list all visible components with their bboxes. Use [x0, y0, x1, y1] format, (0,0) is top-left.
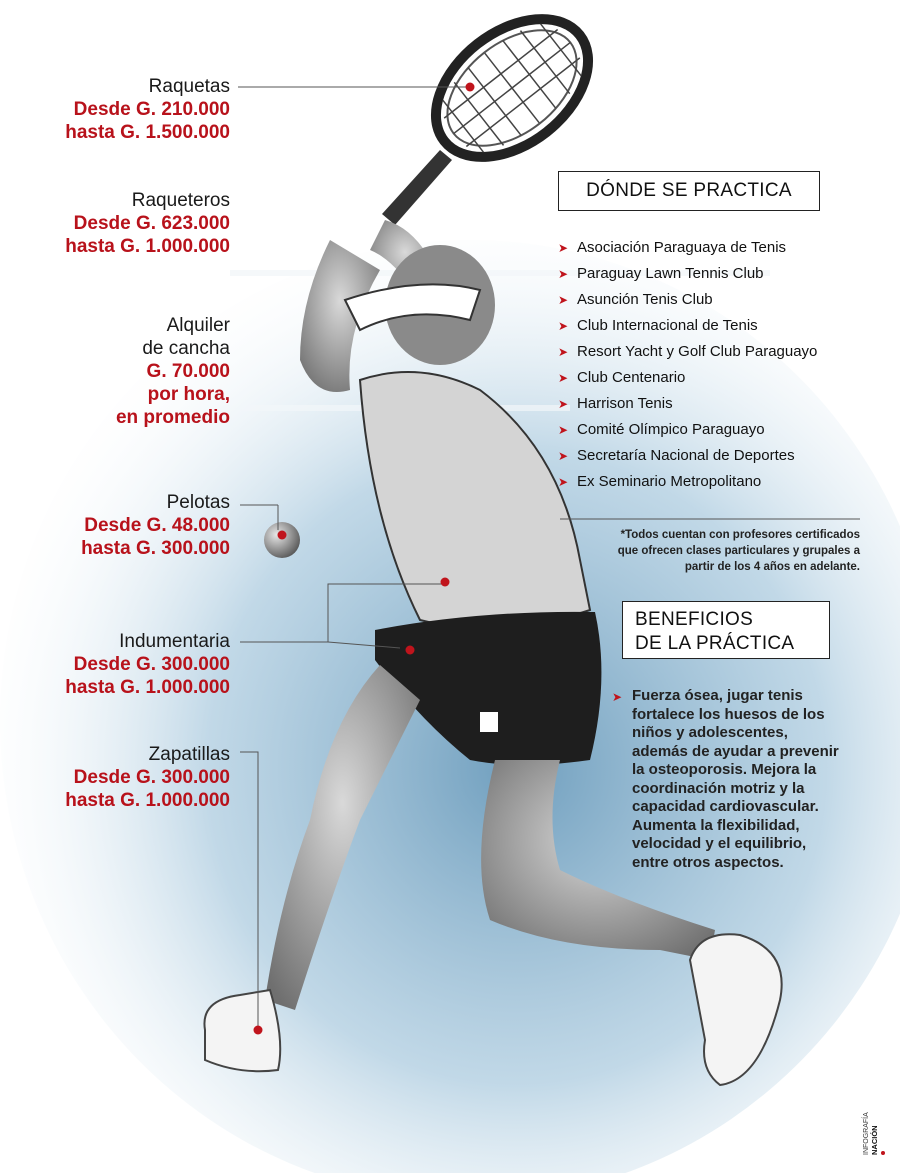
callout-label: Raquetas [148, 76, 230, 97]
footnote-line: que ofrecen clases particulares y grupales a [617, 545, 860, 557]
where-section-title: DÓNDE SE PRACTICA [558, 171, 820, 211]
price-note: en promedio [115, 407, 230, 428]
club-name: Club Centenario [577, 369, 686, 386]
text-line: Fuerza ósea, jugar tenis [632, 687, 803, 704]
court-rental-price-callout [116, 314, 230, 429]
clubs-footnote [560, 527, 860, 575]
price-to: hasta G. 1.000.000 [65, 677, 230, 698]
price-to: hasta G. 300.000 [81, 538, 230, 559]
credit-line-2: NACIÓN [870, 1125, 879, 1155]
shoes-price-callout [65, 743, 230, 812]
benefits-text [632, 687, 872, 872]
price-from: Desde G. 623.000 [73, 213, 230, 234]
price-to: hasta G. 1.000.000 [65, 236, 230, 257]
text-line: capacidad cardiovascular. [632, 798, 819, 815]
list-item [558, 263, 817, 289]
list-item [558, 289, 817, 315]
red-arrow-icon: ➤ [558, 397, 569, 411]
price-unit: por hora, [147, 384, 230, 405]
club-name: Asunción Tenis Club [577, 291, 713, 308]
club-name: Harrison Tenis [577, 395, 673, 412]
credit-line-1: INFOGRAFÍA [863, 1112, 870, 1155]
club-name: Asociación Paraguaya de Tenis [577, 239, 787, 256]
club-name: Club Internacional de Tenis [577, 317, 758, 334]
red-arrow-icon: ➤ [558, 475, 569, 489]
text-line: coordinación motriz y la [632, 779, 805, 797]
red-arrow-icon: ➤ [558, 423, 569, 437]
list-item [558, 471, 817, 497]
price-value: G. 70.000 [146, 361, 230, 382]
red-arrow-icon: ➤ [558, 449, 569, 463]
text-line: Aumenta la flexibilidad, [632, 816, 800, 834]
title-line: DE LA PRÁCTICA [635, 633, 795, 654]
price-to: hasta G. 1.500.000 [65, 122, 230, 143]
callout-label: Alquiler [166, 315, 230, 336]
ball-icon [264, 522, 300, 558]
clothing-price-callout [65, 630, 230, 699]
price-from: Desde G. 210.000 [73, 99, 230, 120]
red-arrow-icon: ➤ [558, 293, 569, 307]
list-item [558, 341, 817, 367]
list-item [558, 315, 817, 341]
callout-label: de cancha [142, 338, 230, 359]
footnote-line: partir de los 4 años en adelante. [684, 561, 860, 573]
infografia-nacion-logo [858, 1097, 888, 1157]
price-to: hasta G. 1.000.000 [65, 790, 230, 811]
red-arrow-icon: ➤ [558, 241, 569, 255]
price-from: Desde G. 48.000 [84, 515, 230, 536]
list-item [558, 445, 817, 471]
price-from: Desde G. 300.000 [73, 654, 230, 675]
text-line: velocidad y el equilibrio, [632, 835, 807, 852]
club-name: Comité Olímpico Paraguayo [577, 421, 765, 438]
text-line: fortalece los huesos de los [632, 705, 825, 723]
club-name: Resort Yacht y Golf Club Paraguayo [577, 343, 818, 360]
callout-label: Raqueteros [131, 190, 230, 211]
clubs-list [558, 237, 817, 497]
club-name: Ex Seminario Metropolitano [577, 473, 762, 490]
red-arrow-icon: ➤ [558, 267, 569, 281]
callout-label: Indumentaria [119, 631, 230, 652]
footnote-line: *Todos cuentan con profesores certificados [620, 529, 860, 541]
logo-dot [881, 1151, 885, 1155]
text-line: además de ayudar a prevenir [632, 742, 839, 760]
list-item [558, 367, 817, 393]
text-line: niños y adolescentes, [632, 724, 788, 741]
list-item [558, 237, 817, 263]
racket-bag-price-callout [65, 189, 230, 258]
red-arrow-icon: ➤ [558, 345, 569, 359]
title-line: BENEFICIOS [635, 609, 754, 630]
balls-price-callout [81, 491, 230, 560]
racket-price-callout [65, 75, 230, 144]
red-arrow-icon: ➤ [558, 319, 569, 333]
club-name: Paraguay Lawn Tennis Club [577, 265, 764, 282]
price-from: Desde G. 300.000 [73, 767, 230, 788]
club-name: Secretaría Nacional de Deportes [577, 447, 795, 464]
text-line: entre otros aspectos. [632, 853, 784, 871]
callout-label: Pelotas [166, 492, 230, 513]
red-arrow-icon: ➤ [558, 371, 569, 385]
red-arrow-icon: ➤ [612, 690, 623, 704]
benefits-section-title [622, 601, 830, 659]
list-item [558, 393, 817, 419]
text-line: la osteoporosis. Mejora la [632, 761, 817, 778]
list-item [558, 419, 817, 445]
callout-label: Zapatillas [148, 744, 230, 765]
